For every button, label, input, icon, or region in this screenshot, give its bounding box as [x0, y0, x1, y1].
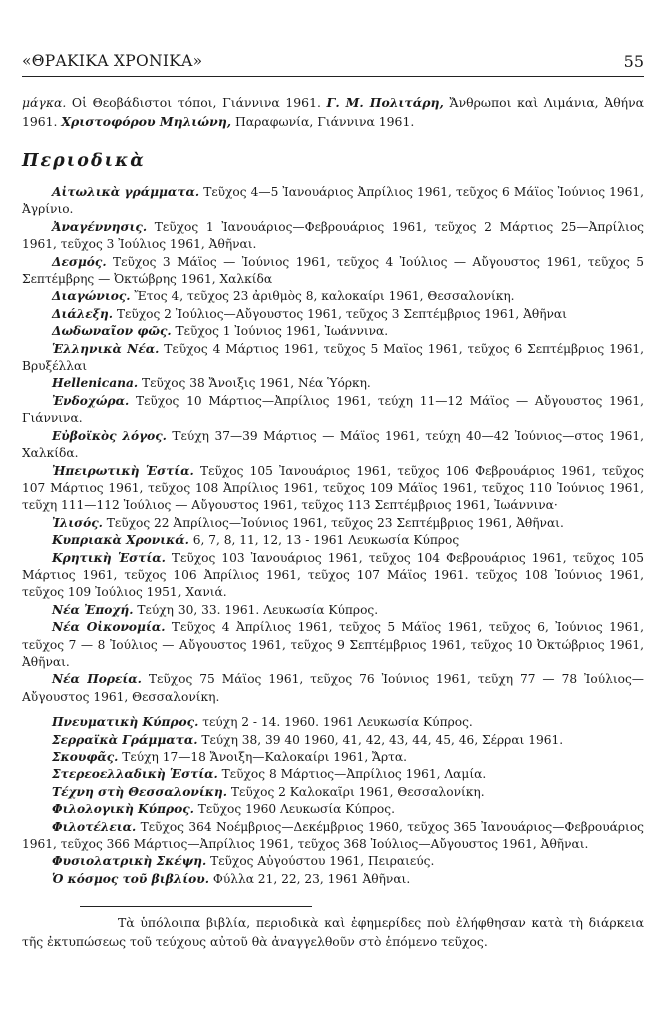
- periodical-details: Τεῦχος 38 Ἄνοιξις 1961, Νέα Ὑόρκη.: [138, 376, 371, 391]
- periodical-details: Τεῦχος 4 Μάρτιος 1961, τεῦχος 5 Μαϊος 1961, τεῦχος 6 Σεπτέμβριος 1961, Βρυξέλλαι: [22, 341, 644, 374]
- periodical-name: Στερεοελλαδικὴ Ἑστία.: [52, 767, 218, 782]
- periodical-entry: [22, 853, 644, 870]
- periodical-details: Τεῦχος 103 Ἰανουάριος 1961, τεῦχος 104 Φεβρουάριος 1961, τεῦχος 105 Μάρτιος 1961, τεῦχος 106 Ἀπρίλιος 1961, τεῦχος 107 Μάϊος 1961. τεῦχος 108 Ἰούνιος 1961, τεῦχος 109 Ἰούλιος 1951, Χανιά.: [22, 550, 644, 600]
- periodical-details: Τεῦχος 22 Ἀπρίλιος—Ἰούνιος 1961, τεῦχος 23 Σεπτέμβριος 1961, Ἀθῆναι.: [102, 515, 564, 530]
- periodical-name: Φυσιολατρικὴ Σκέψη.: [52, 854, 207, 869]
- periodical-name: Ὁ κόσμος τοῦ βιβλίου.: [52, 871, 209, 886]
- periodical-details: Τεῦχος 1 Ἰούνιος 1961, Ἰωάννινα.: [171, 324, 389, 339]
- intro-author-1: Γ. Μ. Πολιτάρη,: [326, 95, 444, 110]
- periodical-details: Τεῦχος 10 Μάρτιος—Ἀπρίλιος 1961, τεύχη 11—12 Μάϊος — Αὔγουστος 1961, Γιάννινα.: [22, 393, 644, 426]
- periodical-entry: [22, 819, 644, 854]
- periodical-entry: [22, 550, 644, 602]
- periodical-details: Τεύχη 17—18 Ἄνοιξη—Καλοκαίρι 1961, Ἄρτα.: [118, 750, 408, 764]
- intro-text-3: Παραφωνία, Γιάννινα 1961.: [231, 113, 415, 129]
- section-title: Περιοδικὰ: [22, 151, 146, 171]
- periodicals-list: [22, 184, 644, 888]
- header-rule: [22, 76, 644, 77]
- periodical-name: Ἀναγέννησις.: [52, 219, 148, 234]
- periodical-name: Πνευματικὴ Κύπρος.: [52, 715, 199, 730]
- periodical-details: Τεῦχος 364 Νοέμβριος—Δεκέμβριος 1960, τεῦχος 365 Ἰανουάριος—Φεβρουάριος 1961, τεῦχος 366 Μάρτιος—Ἀπρίλιος 1961, τεῦχος 368 Ἰούλιος—Αὔγουστος 1961, Ἀθῆναι.: [22, 819, 644, 852]
- intro-paragraph: [22, 94, 644, 131]
- periodical-entry: [22, 871, 644, 888]
- periodical-details: Τεῦχος 3 Μάϊος — Ἰούνιος 1961, τεῦχος 4 Ἰούλιος — Αὔγουστος 1961, τεῦχος 5 Σεπτέμβρης — Ὀκτώβρης 1961, Χαλκίδα: [22, 254, 644, 287]
- footnote-rule: [80, 906, 312, 907]
- periodical-entry: [22, 219, 644, 254]
- periodical-entry: [22, 532, 644, 549]
- periodical-name: Σκουφᾶς.: [52, 750, 119, 764]
- periodical-name: Νέα Ἐποχή.: [52, 602, 134, 617]
- periodical-name: Κυπριακὰ Χρονικά.: [52, 533, 189, 548]
- periodical-name: Φιλολογικὴ Κύπρος.: [52, 802, 194, 817]
- periodical-name: Ἰλισός.: [52, 515, 103, 530]
- intro-text-1: Οἱ Θεοβάδιστοι τόποι, Γιάννινα 1961.: [66, 95, 327, 110]
- periodical-details: Τεύχη 37—39 Μάρτιος — Μάϊος 1961, τεύχη 40—42 Ἰούνιος—στος 1961, Χαλκίδα.: [22, 428, 644, 461]
- periodical-details: Τεῦχος 8 Μάρτιος—Ἀπρίλιος 1961, Λαμία.: [217, 767, 487, 782]
- periodical-details: Τεῦχος 75 Μάϊος 1961, τεῦχος 76 Ἰούνιος 1961, τεῦχη 77 — 78 Ἰούλιος—Αὔγουστος 1961, Θεσσαλονίκη.: [22, 672, 644, 704]
- periodical-name: Δωδωναῖον φῶς.: [52, 324, 172, 339]
- periodical-name: Ἑλληνικὰ Νέα.: [52, 341, 160, 356]
- periodical-name: Σερραϊκὰ Γράμματα.: [52, 732, 198, 747]
- periodical-entry: [22, 714, 644, 731]
- periodical-name: Hellenicana.: [52, 376, 139, 391]
- periodical-name: Τέχνη στὴ Θεσσαλονίκη.: [52, 784, 227, 799]
- periodical-entry: [22, 749, 644, 766]
- periodical-entry: [22, 515, 644, 532]
- periodical-entry: [22, 254, 644, 289]
- periodical-entry: [22, 766, 644, 783]
- periodical-entry: [22, 619, 644, 671]
- periodical-name: Δεσμός.: [52, 254, 107, 269]
- periodical-details: Τεύχη 30, 33. 1961. Λευκωσία Κύπρος.: [133, 602, 379, 617]
- periodical-name: Διάλεξη.: [52, 306, 114, 321]
- periodical-details: Τεῦχος 105 Ἰανουάριος 1961, τεῦχος 106 Φεβρουάριος 1961, τεῦχος 107 Μάρτιος 1961, τεῦχος 108 Ἀπρίλιος 1961, τεῦχος 109 Μάϊος 1961, τεῦχος 110 Ἰούνιος 1961, τεῦχη 111—112 Ἰούλιος — Αὔγουστος 1961, τεῦχος 113 Σεπτέμβριος 1961, Ἰωάννινα·: [22, 463, 644, 513]
- periodical-name: Αἰτωλικὰ γράμματα.: [52, 185, 200, 199]
- periodical-details: Τεῦχος Αὐγούστου 1961, Πειραιεύς.: [206, 854, 435, 869]
- periodical-entry: [22, 463, 644, 515]
- periodical-details: Φύλλα 21, 22, 23, 1961 Ἀθῆναι.: [208, 871, 411, 886]
- periodical-details: Τεῦχος 4 Ἀπρίλιος 1961, τεῦχος 5 Μάϊος 1961, τεῦχος 6, Ἰούνιος 1961, τεῦχος 7 — 8 Ἰούλιος — Αὔγουστος 1961, τεῦχος 9 Σεπτέμβριος 1961, τεῦχος 10 Ὀκτώβριος 1961, Ἀθῆναι.: [22, 620, 644, 669]
- periodical-name: Νέα Οἰκονομία.: [52, 620, 166, 635]
- periodical-details: τεύχη 2 - 14. 1960. 1961 Λευκωσία Κύπρος.: [198, 715, 473, 730]
- footnote: Τὰ ὑπόλοιπα βιβλία, περιοδικὰ καὶ ἐφημερίδες ποὺ ἐλήφθησαν κατὰ τὴ διάρκεια τῆς ἐκτυπώσεως τοῦ τεύχους αὐτοῦ θὰ ἀναγγελθοῦν στὸ ἑπόμενο τεῦχος.: [22, 915, 644, 949]
- periodical-name: Νέα Πορεία.: [52, 672, 142, 687]
- periodical-entry: [22, 184, 644, 219]
- running-title: «ΘΡΑΚΙΚΑ ΧΡΟΝΙΚΑ»: [22, 52, 203, 70]
- periodical-name: Φιλοτέλεια.: [52, 819, 137, 834]
- periodical-entry: [22, 393, 644, 428]
- periodical-entry: [22, 375, 644, 392]
- periodical-entry: [22, 801, 644, 818]
- periodical-entry: [22, 323, 644, 340]
- periodical-entry: [22, 602, 644, 619]
- periodical-details: 6, 7, 8, 11, 12, 13 - 1961 Λευκωσία Κύπρος: [188, 533, 460, 548]
- periodical-entry: [22, 732, 644, 749]
- periodical-details: Τεύχη 38, 39 40 1960, 41, 42, 43, 44, 45, 46, Σέρραι 1961.: [197, 732, 564, 747]
- periodical-details: Τεῦχος 1960 Λευκωσία Κύπρος.: [193, 802, 395, 817]
- periodical-details: Ἔτος 4, τεῦχος 23 ἀριθμὸς 8, καλοκαίρι 1961, Θεσσαλονίκη.: [130, 289, 515, 304]
- periodical-details: Τεῦχος 2 Ἰούλιος—Αὔγουστος 1961, τεῦχος 3 Σεπτέμβριος 1961, Ἀθῆναι: [113, 306, 567, 321]
- page-number: 55: [623, 52, 644, 71]
- page-header: [22, 52, 644, 72]
- periodical-entry: [22, 671, 644, 706]
- intro-text-2: Ἄνθρωποι καὶ Λιμάνια, Ἀθήνα 1961.: [22, 95, 645, 129]
- periodical-entry: [22, 428, 644, 463]
- intro-author-2: Χριστοφόρου Μηλιώνη,: [61, 113, 232, 129]
- periodical-name: Ἐνδοχώρα.: [52, 393, 130, 408]
- periodical-details: Τεῦχος 1 Ἰανουάριος—Φεβρουάριος 1961, τεῦχος 2 Μάρτιος 25—Ἀπρίλιος 1961, τεῦχος 3 Ἰούλιος 1961, Ἀθῆναι.: [22, 219, 644, 252]
- periodical-details: Τεῦχος 4—5 Ἰανουάριος Ἀπρίλιος 1961, τεῦχος 6 Μάϊος Ἰούνιος 1961, Ἀγρίνιο.: [22, 185, 644, 217]
- intro-italic-1: μάγκα.: [22, 95, 67, 110]
- periodical-name: Διαγώνιος.: [52, 289, 131, 304]
- periodical-entry: [22, 306, 644, 323]
- periodical-name: Κρητικὴ Ἑστία.: [52, 550, 166, 565]
- periodical-entry: [22, 288, 644, 305]
- periodical-name: Ἠπειρωτικὴ Ἑστία.: [52, 463, 194, 478]
- periodical-details: Τεῦχος 2 Καλοκαῖρι 1961, Θεσσαλονίκη.: [227, 784, 485, 799]
- periodical-entry: [22, 341, 644, 376]
- periodical-name: Εὐβοϊκὸς λόγος.: [52, 428, 167, 443]
- periodical-entry: [22, 784, 644, 801]
